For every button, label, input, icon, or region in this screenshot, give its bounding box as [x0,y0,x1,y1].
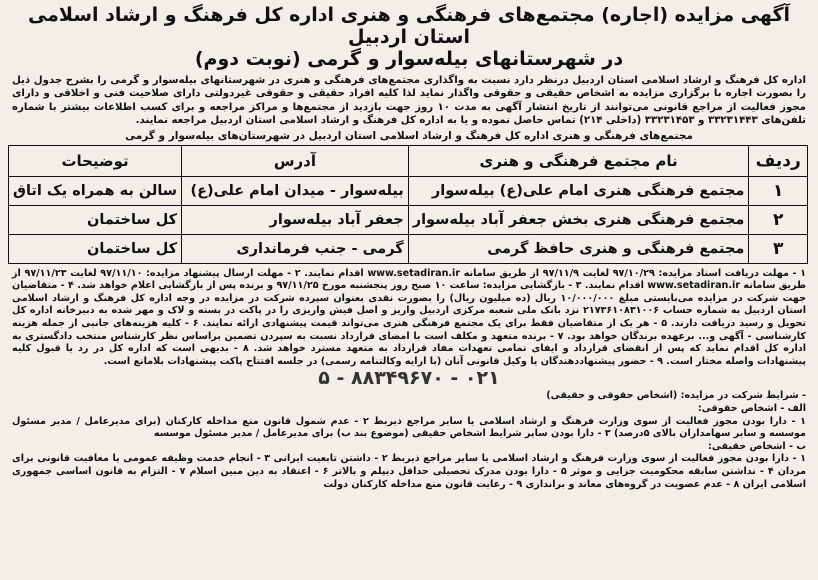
cell-row-number: ۱ [749,176,808,205]
terms-paragraph: ۱ - مهلت دریافت اسناد مزایده: ۹۷/۱۰/۲۹ لغایت ۹۷/۱۱/۹ از طریق سامانه www.setadiran.ir اقدام نمایند. ۲ - مهلت ارسال پیشنهاد مزایده: ۹۷/۱۱/۱۰ لغایت ۹۷/۱۱/۲۳ از طریق سامانه www.setadiran.ir اقدام نمایند. ۳ - بازگشایی مزایده: ساعت ۱۰ صبح روز پنجشنبه مورخ ۹۷/۱۱/۲۵ و برنده پس از بازگشایی اعلام خواهد شد. ۴ - متقاضیان جهت شرکت در مزایده می‌بایستی مبلغ ۱۰/۰۰۰/۰۰۰ ریال (ده میلیون ریال) را بصورت نقدی بعنوان سپرده شرکت در مزایده در وجه اداره کل فرهنگ و ارشاد اسلامی استان اردبیل به شماره حساب ۲۱۷۳۶۱۰۸۳۱۰۰۶ نزد بانک ملی شعبه مرکزی اردبیل واریز و اصل فیش واریزی را در پاکت در بسته و لاک و مهر شده به دبیرخانه اداره کل تحویل و رسید دریافت دارند. ۵ - هر یک از متقاضیان فقط برای یک مجتمع فرهنگی هنری می‌تواند قیمت پیشنهادی ارائه نمایند. ۶ - کلیه هزینه‌های جانبی از جمله هزینه کارشناسی - آگهی و... برعهده برندگان خواهد بود. ۷ - برنده متعهد و مکلف است با امضای قرارداد نسبت به سپردن تضمین براساس نظر کارشناس منتخب دادگستری به اداره کل اقدام نماید که پس از انقضای قرارداد و ایفای تمامی تعهدات مفاد قرارداد به متعهد مسترد خواهد شد. ۸ - بدیهی است که اداره کل در رد یا قبول کلیه پیشنهادات واصله مختار است. ۹ - حضور پیشنهاددهندگان یا وکیل قانونی آنان (با ارایه وکالتنامه رسمی) در جلسه افتتاح پاکت پیشنهادات بلامانع است. [12,267,807,367]
legal-persons-heading: الف - اشخاص حقوقی: [697,402,806,414]
cell-complex-name: مجتمع فرهنگی هنری امام علی(ع) بیله‌سوار [408,176,749,205]
cell-row-number: ۳ [749,234,808,263]
notice-title: آگهی مزایده (اجاره) مجتمع‌های فرهنگی و هنری اداره کل فرهنگ و ارشاد اسلامی استان اردبیل [27,4,791,48]
cell-complex-name: مجتمع فرهنگی و هنری حافظ گرمی [408,234,749,263]
conditions-heading: - شرایط شرکت در مزایده: (اشخاص حقوقی و حقیقی) [546,390,806,402]
header-complex-name: نام مجتمع فرهنگی و هنری [408,145,749,176]
legal-persons-conditions: ۱ - دارا بودن مجوز فعالیت از سوی وزارت فرهنگ و ارشاد اسلامی یا سایر مراجع ذیربط ۲ - عدم شمول قانون منع مداخله کارکنان (برای مدیرعامل / مدیر مسئول موسسه و سایر سهامداران بالای ۵درصد) ۳ - دارا بودن سایر شرایط اشخاص حقیقی (موضوع بند ب) برای مدیرعامل / مدیر مسئول موسسه [12,415,806,440]
complexes-table [8,145,808,264]
cell-description: کل ساختمان [9,205,182,234]
natural-persons-heading: ب - اشخاص حقیقی: [708,440,806,452]
cell-address: گرمی - جنب فرمانداری [182,234,409,263]
cell-description: کل ساختمان [9,234,182,263]
terms-section [12,268,806,492]
table-header-row [9,145,808,176]
header-row-number: ردیف [749,145,808,176]
table-row [9,205,808,234]
cell-description: سالن به همراه یک اتاق [9,176,182,205]
cell-address: بیله‌سوار - میدان امام علی(ع) [182,176,409,205]
natural-persons-conditions: ۱ - دارا بودن مجوز فعالیت از سوی وزارت فرهنگ و ارشاد اسلامی یا سایر مراجع ذیربط ۲ - داشتن تابعیت ایرانی ۳ - انجام خدمت وظیفه عمومی یا معافیت قانونی برای مردان ۴ - نداشتن سابقه محکومیت جزایی و موثر ۵ - دارا بودن مدرک تحصیلی حداقل دیپلم و بالاتر ۶ - اعتقاد به دین مبین اسلام ۷ - التزام به قانون اساسی جمهوری اسلامی ایران ۸ - عدم عضویت در گروه‌های معاند و براندازی ۹ - رعایت قانون منع مداخله کارکنان دولت [12,453,807,490]
header-address: آدرس [182,145,409,176]
cell-complex-name: مجتمع فرهنگی هنری بخش جعفر آباد بیله‌سوار [408,205,749,234]
cell-row-number: ۲ [749,205,808,234]
intro-paragraph: اداره کل فرهنگ و ارشاد اسلامی استان اردبیل درنظر دارد نسبت به واگذاری مجتمع‌های فرهنگی و هنری در شهرستانهای بیله‌سوار و گرمی را بشرح جدول ذیل را بصورت اجاره با برگزاری مزایده به اشخاص حقیقی و حقوقی واگذار نماید لذا کلیه افراد حقیقی و حقوقی غیردولتی دارای صلاحیت فنی و اخلاقی و دارای مجوز فعالیت از مراجع قانونی می‌توانند از تاریخ انتشار آگهی به مدت ۱۰ روز جهت بازدید از مجتمع‌ها و مراکز مراجعه و برای کسب اطلاعات بیشتر با شماره تلفن‌های ۳۳۲۳۱۴۴۳ و ۳۳۲۳۱۴۵۳ (داخلی ۲۱۴) تماس حاصل نموده و یا به اداره کل فرهنگ و ارشاد اسلامی استان اردبیل مراجعه نمایند. [12,75,806,127]
table-row [9,176,808,205]
header-description: توضیحات [9,145,182,176]
notice-subtitle: در شهرستانهای بیله‌سوار و گرمی (نوبت دوم) [194,48,624,70]
table-row [9,234,808,263]
cell-address: جعفر آباد بیله‌سوار [182,205,409,234]
table-caption: مجتمع‌های فرهنگی و هنری اداره کل فرهنگ و ارشاد اسلامی استان اردبیل در شهرستان‌های بیله‌سوار و گرمی [125,129,693,142]
phone-number: ۰۲۱ - ۸۸۳۴۹۶۷۰ - ۵ [318,367,500,390]
